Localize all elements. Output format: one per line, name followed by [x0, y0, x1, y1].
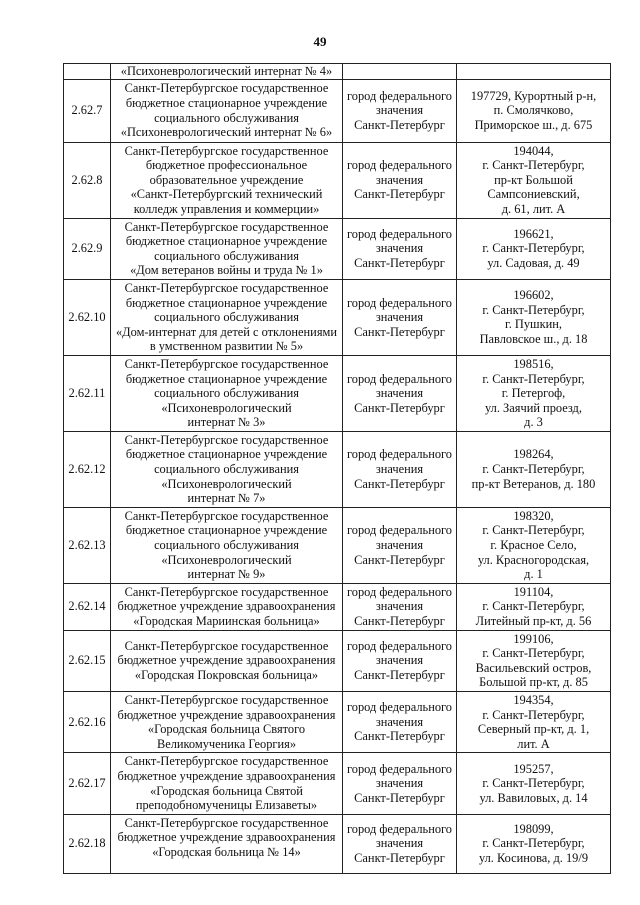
institution-name-cell	[111, 583, 343, 630]
institution-name-line: Санкт-Петербургское государственное	[124, 356, 329, 371]
region-line: Санкт-Петербург	[354, 187, 445, 202]
address-line: 198099,	[513, 821, 554, 836]
address-line: г. Санкт-Петербург,	[482, 241, 585, 256]
address-line: Сампсониевский,	[487, 187, 580, 202]
institution-name-line: «Дом-интернат для детей с отклонениями	[115, 324, 337, 339]
row-number-cell: 2.62.18	[64, 814, 111, 873]
address-line: Литейный пр-кт, д. 56	[475, 614, 592, 628]
row-number-cell: 2.62.8	[64, 142, 111, 218]
institution-name-cell	[111, 691, 343, 752]
region-line: значения	[375, 599, 424, 614]
region-line: значения	[375, 241, 424, 256]
address-line: пр-кт Ветеранов, д. 180	[471, 476, 596, 491]
address-line: д. 61, лит. А	[501, 201, 566, 216]
address-cell	[457, 507, 611, 583]
address-line: г. Санкт-Петербург,	[482, 646, 585, 661]
address-line: Васильевский остров,	[475, 660, 592, 675]
institution-name-line: интернат № 3»	[187, 415, 266, 430]
table-row	[64, 691, 611, 752]
address-line: д. 3	[524, 415, 543, 430]
address-cell	[457, 691, 611, 752]
table-row	[64, 630, 611, 691]
address-cell	[457, 431, 611, 507]
address-line: 194354,	[513, 692, 554, 707]
address-cell	[457, 279, 611, 355]
address-line: Павловское ш., д. 18	[479, 332, 588, 347]
institution-name-line: бюджетное стационарное учреждение	[125, 371, 328, 386]
row-number-cell: 2.62.14	[64, 583, 111, 630]
region-line: значения	[375, 172, 424, 187]
address-line: 197729, Курортный р-н,	[470, 88, 597, 103]
region-line: Санкт-Петербург	[354, 117, 445, 132]
region-line: город федерального	[346, 638, 452, 653]
institution-name-line: социального обслуживания	[154, 386, 299, 401]
address-cell	[457, 583, 611, 630]
region-line: город федерального	[346, 226, 452, 241]
address-line: г. Санкт-Петербург,	[482, 599, 585, 614]
region-line: Санкт-Петербург	[354, 400, 445, 415]
table-row	[64, 142, 611, 218]
institution-name-line: «Санкт-Петербургский технический	[130, 187, 323, 202]
institution-name-line: социального обслуживания	[154, 248, 299, 263]
address-line: лит. А	[517, 736, 550, 751]
region-cell	[343, 142, 457, 218]
institution-name-line: бюджетное учреждение здравоохранения	[117, 830, 336, 845]
institution-name-line: бюджетное стационарное учреждение	[125, 523, 328, 538]
page-number: 49	[313, 34, 327, 49]
institution-name-line: бюджетное учреждение здравоохранения	[117, 599, 336, 614]
region-line: значения	[375, 714, 424, 729]
region-line: город федерального	[346, 158, 452, 173]
institution-name-line: Санкт-Петербургское государственное	[124, 432, 329, 447]
region-cell	[343, 79, 457, 142]
region-cell	[343, 630, 457, 691]
institution-name-line: бюджетное учреждение здравоохранения	[117, 768, 336, 783]
row-number-cell: 2.62.9	[64, 218, 111, 279]
region-line: город федерального	[346, 584, 452, 599]
address-line: г. Санкт-Петербург,	[482, 302, 585, 317]
institution-name-line: социального обслуживания	[154, 462, 299, 477]
region-line: Санкт-Петербург	[354, 729, 445, 744]
institution-name-line: бюджетное учреждение здравоохранения	[117, 707, 336, 722]
address-cell	[457, 218, 611, 279]
region-line: Санкт-Петербург	[354, 668, 445, 683]
row-number-cell: 2.62.12	[64, 431, 111, 507]
region-line: значения	[375, 386, 424, 401]
address-line: г. Санкт-Петербург,	[482, 836, 585, 851]
region-line: Санкт-Петербург	[354, 256, 445, 271]
institution-name-line: «Психоневрологический	[161, 476, 292, 491]
institution-name-line: «Городская больница Святого	[147, 722, 306, 737]
institution-name-line: «Психоневрологический интернат № 4»	[120, 64, 333, 78]
institution-name-line: образовательное учреждение	[149, 172, 304, 187]
institution-name-cell	[111, 64, 343, 80]
row-number-cell: 2.62.11	[64, 355, 111, 431]
institution-name-line: бюджетное учреждение здравоохранения	[117, 653, 336, 668]
institution-name-line: интернат № 7»	[187, 491, 266, 506]
institution-name-line: бюджетное стационарное учреждение	[125, 96, 328, 110]
region-cell	[343, 64, 457, 80]
address-line: п. Смолячково,	[493, 103, 574, 118]
institution-name-line: бюджетное стационарное учреждение	[125, 295, 328, 310]
address-cell	[457, 142, 611, 218]
institution-name-line: Санкт-Петербургское государственное	[124, 143, 329, 158]
region-line: значения	[375, 538, 424, 553]
address-line: г. Санкт-Петербург,	[482, 776, 585, 791]
region-line: Санкт-Петербург	[354, 851, 445, 866]
address-line: ул. Заячий проезд,	[485, 400, 582, 415]
region-line: значения	[375, 462, 424, 477]
institutions-table	[63, 63, 611, 874]
institution-name-line: Санкт-Петербургское государственное	[124, 280, 329, 295]
region-cell	[343, 753, 457, 814]
institution-name-cell	[111, 355, 343, 431]
address-line: г. Пушкин,	[505, 317, 562, 332]
region-line: Санкт-Петербург	[354, 552, 445, 567]
region-line: Санкт-Петербург	[354, 614, 445, 628]
table-row	[64, 814, 611, 873]
row-number-cell	[64, 64, 111, 80]
region-line: значения	[375, 776, 424, 791]
institution-name-cell	[111, 431, 343, 507]
region-line: город федерального	[346, 371, 452, 386]
region-line: значения	[375, 653, 424, 668]
table-row	[64, 79, 611, 142]
address-line: 191104,	[513, 584, 554, 599]
address-line: 196602,	[513, 288, 554, 303]
region-line: значения	[375, 310, 424, 325]
address-line: г. Санкт-Петербург,	[482, 523, 585, 538]
institution-name-line: «Психоневрологический интернат № 6»	[120, 125, 333, 140]
institution-name-cell	[111, 79, 343, 142]
institution-name-line: «Городская больница Святой	[150, 783, 303, 798]
institution-name-line: Санкт-Петербургское государственное	[124, 81, 329, 96]
region-cell	[343, 814, 457, 873]
table-row	[64, 218, 611, 279]
institution-name-line: в умственном развитии № 5»	[149, 339, 304, 354]
address-cell	[457, 355, 611, 431]
region-line: значения	[375, 103, 424, 118]
institution-name-line: Великомученика Георгия»	[156, 736, 297, 751]
institution-name-cell	[111, 753, 343, 814]
row-number-cell: 2.62.17	[64, 753, 111, 814]
region-cell	[343, 218, 457, 279]
institution-name-line: Санкт-Петербургское государственное	[124, 692, 329, 707]
address-line: ул. Красногородская,	[477, 552, 590, 567]
institution-name-cell	[111, 218, 343, 279]
region-line: Санкт-Петербург	[354, 476, 445, 491]
address-line: г. Санкт-Петербург,	[482, 158, 585, 173]
region-line: Санкт-Петербург	[354, 324, 445, 339]
address-line: 198264,	[513, 447, 554, 462]
row-number-cell: 2.62.10	[64, 279, 111, 355]
address-line: Большой пр-кт, д. 85	[479, 675, 588, 690]
address-line: 195257,	[513, 761, 554, 776]
address-cell	[457, 630, 611, 691]
address-line: ул. Косинова, д. 19/9	[478, 851, 589, 866]
region-line: город федерального	[346, 447, 452, 462]
institution-name-line: Санкт-Петербургское государственное	[124, 754, 329, 769]
address-line: Северный пр-кт, д. 1,	[477, 722, 590, 737]
table-row	[64, 507, 611, 583]
region-line: Санкт-Петербург	[354, 790, 445, 805]
address-line: 198516,	[513, 356, 554, 371]
institution-name-cell	[111, 142, 343, 218]
address-line: ул. Вавиловых, д. 14	[479, 790, 588, 805]
institution-name-line: социального обслуживания	[154, 538, 299, 553]
table-row	[64, 583, 611, 630]
institution-name-line: Санкт-Петербургское государственное	[124, 815, 329, 830]
institution-name-cell	[111, 507, 343, 583]
address-line: ул. Садовая, д. 49	[487, 256, 580, 271]
institution-name-cell	[111, 630, 343, 691]
row-number-cell: 2.62.7	[64, 79, 111, 142]
row-number-cell: 2.62.15	[64, 630, 111, 691]
institution-name-line: колледж управления и коммерции»	[133, 201, 320, 216]
address-cell	[457, 64, 611, 80]
institution-name-line: бюджетное стационарное учреждение	[125, 447, 328, 462]
institution-name-line: «Городская Мариинская больница»	[133, 614, 320, 628]
institution-name-line: Санкт-Петербургское государственное	[124, 508, 329, 523]
address-cell	[457, 814, 611, 873]
region-line: город федерального	[346, 700, 452, 715]
region-line: город федерального	[346, 821, 452, 836]
address-cell	[457, 79, 611, 142]
institution-name-line: бюджетное стационарное учреждение	[125, 234, 328, 249]
region-line: значения	[375, 836, 424, 851]
address-line: 199106,	[513, 631, 554, 646]
institution-name-line: социального обслуживания	[154, 310, 299, 325]
institution-name-line: социального обслуживания	[154, 110, 299, 125]
row-number-cell: 2.62.16	[64, 691, 111, 752]
address-line: г. Петергоф,	[501, 386, 566, 401]
table-row	[64, 431, 611, 507]
institution-name-line: «Психоневрологический	[161, 400, 292, 415]
region-line: город федерального	[346, 523, 452, 538]
institution-name-line: «Дом ветеранов войны и труда № 1»	[130, 263, 323, 278]
region-cell	[343, 355, 457, 431]
region-cell	[343, 431, 457, 507]
region-line: город федерального	[346, 88, 452, 103]
institution-name-line: бюджетное профессиональное	[145, 158, 308, 173]
institution-name-line: преподобномученицы Елизаветы»	[135, 798, 318, 813]
region-cell	[343, 279, 457, 355]
row-number-cell: 2.62.13	[64, 507, 111, 583]
address-line: 198320,	[513, 508, 554, 523]
institution-name-line: Санкт-Петербургское государственное	[124, 584, 329, 599]
table-row	[64, 279, 611, 355]
institution-name-line: «Городская больница № 14»	[152, 844, 301, 859]
address-cell	[457, 753, 611, 814]
table-row	[64, 355, 611, 431]
address-line: г. Красное Село,	[490, 538, 577, 553]
institution-name-line: интернат № 9»	[187, 567, 266, 582]
address-line: 194044,	[513, 143, 554, 158]
region-cell	[343, 691, 457, 752]
region-line: город федерального	[346, 761, 452, 776]
region-cell	[343, 583, 457, 630]
address-line: Приморское ш., д. 675	[474, 117, 593, 132]
address-line: г. Санкт-Петербург,	[482, 707, 585, 722]
institution-name-line: Санкт-Петербургское государственное	[124, 219, 329, 234]
address-line: пр-кт Большой	[494, 172, 573, 187]
table-row-continued	[64, 64, 611, 80]
table-row	[64, 753, 611, 814]
institution-name-line: Санкт-Петербургское государственное	[124, 638, 329, 653]
address-line: д. 1	[524, 567, 543, 582]
region-line: город федерального	[346, 295, 452, 310]
region-cell	[343, 507, 457, 583]
institution-name-cell	[111, 814, 343, 873]
institution-name-line: «Городская Покровская больница»	[134, 668, 319, 683]
address-line: г. Санкт-Петербург,	[482, 371, 585, 386]
address-line: г. Санкт-Петербург,	[482, 462, 585, 477]
institution-name-cell	[111, 279, 343, 355]
institution-name-line: «Психоневрологический	[161, 552, 292, 567]
address-line: 196621,	[513, 226, 554, 241]
